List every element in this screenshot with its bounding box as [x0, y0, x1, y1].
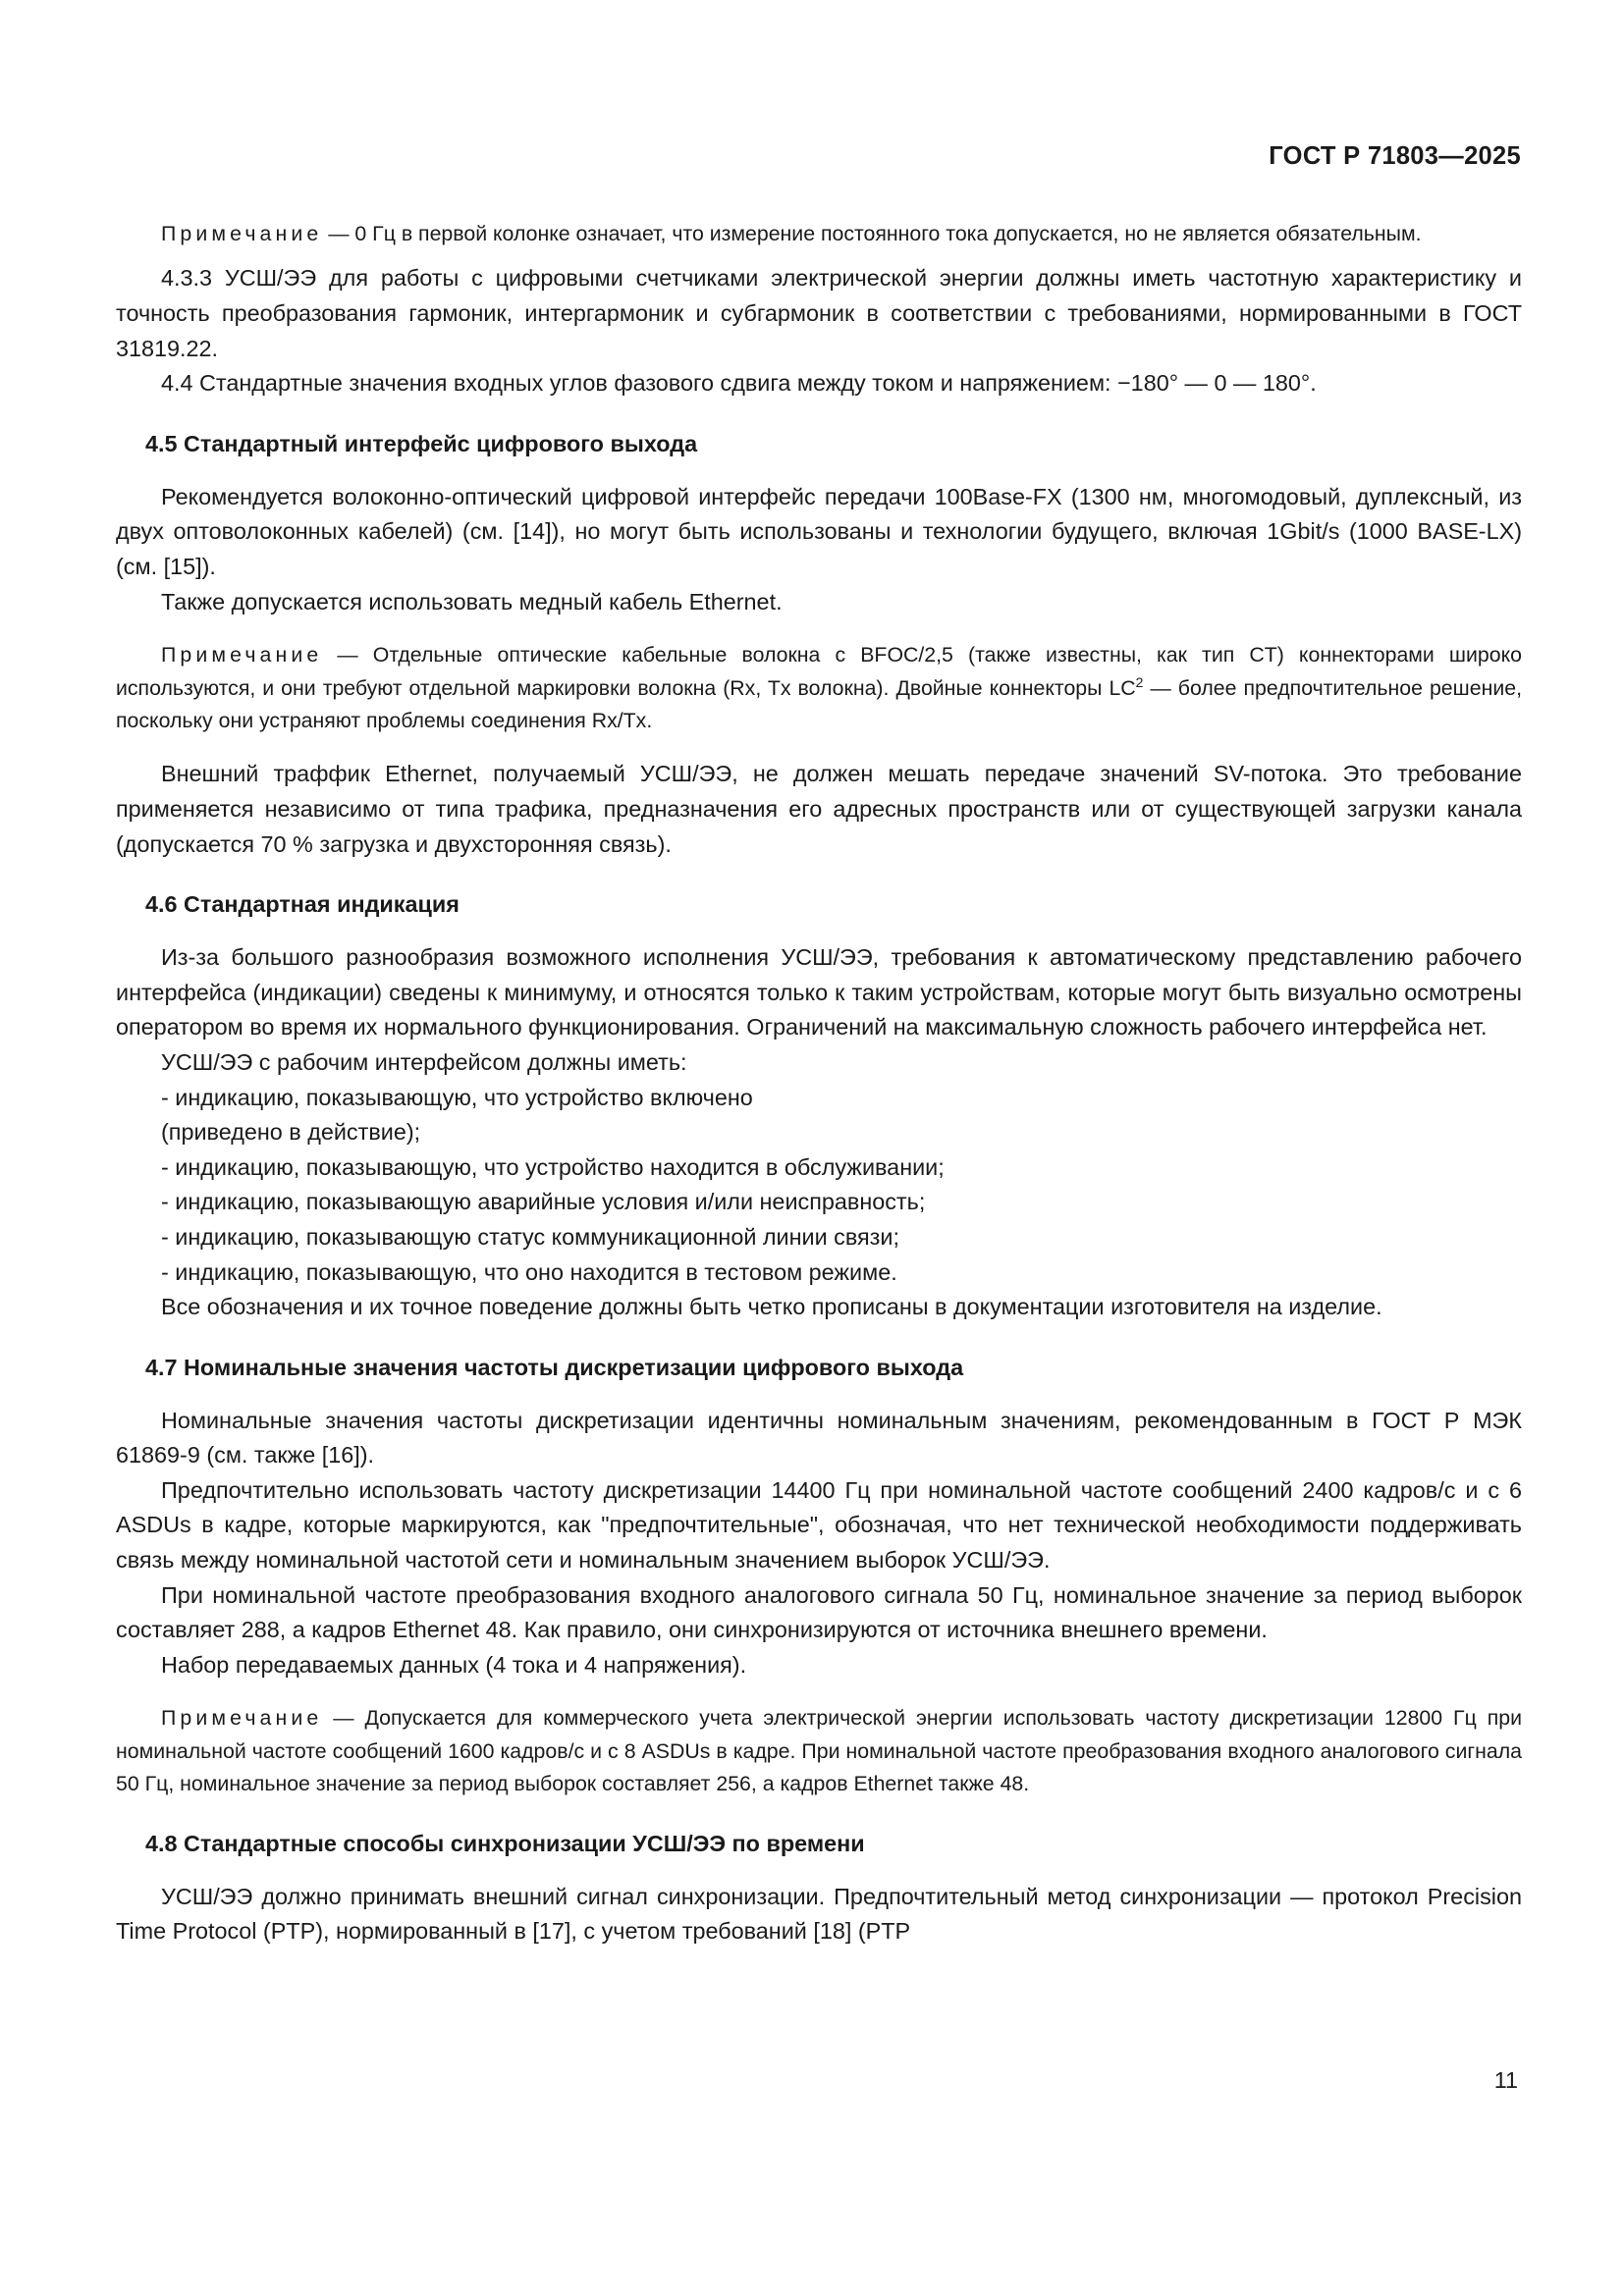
- heading-4-8: 4.8 Стандартные способы синхронизации УСШ/ЭЭ по времени: [145, 1830, 865, 1856]
- page-body: [116, 218, 1522, 1949]
- paragraph-4-6-3: Все обозначения и их точное поведение должны быть четко прописаны в документации изготовителя на изделие.: [161, 1294, 1382, 1320]
- page-number: 11: [1493, 2067, 1518, 2093]
- paragraph-4-3-3: 4.3.3 УСШ/ЭЭ для работы с цифровыми счетчиками электрической энергии должны иметь частотную характеристику и точность преобразования гармоник, интергармоник и субгармоник в соответствии с требованиями, нормированными в ГОСТ 31819.22.: [116, 265, 1522, 361]
- list-item: - индикацию, показывающую, что устройство включено: [161, 1084, 753, 1110]
- paragraph-4-7-3: При номинальной частоте преобразования входного аналогового сигнала 50 Гц, номинальное значение за период выборок составляет 288, а кадров Ethernet 48. Как правило, они синхронизируются от источника внешнего времени.: [116, 1581, 1522, 1643]
- heading-4-7: 4.7 Номинальные значения частоты дискретизации цифрового выхода: [145, 1354, 964, 1380]
- note-paragraph-3: [116, 1702, 1522, 1800]
- note-text-before-superscript: — Отдельные оптические кабельные волокна с BFOC/2,5 (также известны, как тип CT) коннекторами широко используются, и они требуют отдельной маркировки волокна (Rx, Tx волокна). Двойные коннекторы LC: [116, 643, 1522, 700]
- paragraph-4-6-1: Из-за большого разнообразия возможного исполнения УСШ/ЭЭ, требования к автоматическому представлению рабочего интерфейса (индикации) сведены к минимуму, и относятся только к таким устройствам, которые могут быть визуально осмотрены оператором во время их нормального функционирования. Ограничений на максимальную сложность рабочего интерфейса нет.: [116, 944, 1522, 1041]
- note-paragraph-1: [116, 218, 1522, 250]
- note-text-after-superscript: — более предпочтительное решение, поскольку они устраняют проблемы соединения Rx/Tx.: [116, 675, 1522, 732]
- note-label: Примечание: [161, 1706, 323, 1731]
- heading-4-5: 4.5 Стандартный интерфейс цифрового выхода: [145, 430, 698, 456]
- paragraph-4-7-4: Набор передаваемых данных (4 тока и 4 напряжения).: [161, 1651, 747, 1678]
- note-text: — 0 Гц в первой колонке означает, что измерение постоянного тока допускается, но не является обязательным.: [322, 222, 1422, 245]
- paragraph-4-6-2: УСШ/ЭЭ с рабочим интерфейсом должны иметь:: [161, 1048, 687, 1075]
- paragraph-4-5-2: Также допускается использовать медный кабель Ethernet.: [161, 588, 783, 614]
- note-paragraph-2: [116, 639, 1522, 737]
- list-item: - индикацию, показывающую, что оно находится в тестовом режиме.: [161, 1258, 897, 1285]
- note-label: Примечание: [161, 222, 323, 245]
- paragraph-4-4: 4.4 Стандартные значения входных углов фазового сдвига между током и напряжением: −180° — 0 — 180°.: [161, 370, 1317, 397]
- page-header-standard-number: ГОСТ Р 71803—2025: [1269, 142, 1521, 170]
- paragraph-4-7-1: Номинальные значения частоты дискретизации идентичны номинальным значениям, рекомендованным в ГОСТ Р МЭК 61869-9 (см. также [16]).: [116, 1407, 1522, 1468]
- list-item: - индикацию, показывающую, что устройство находится в обслуживании;: [161, 1153, 945, 1180]
- paragraph-4-5-3: Внешний траффик Ethernet, получаемый УСШ/ЭЭ, не должен мешать передаче значений SV-потока. Это требование применяется независимо от типа трафика, предназначения его адресных пространств или от существующей загрузки канала (допускается 70 % загрузка и двухсторонняя связь).: [116, 761, 1522, 857]
- paragraph-4-5-1: Рекомендуется волоконно-оптический цифровой интерфейс передачи 100Base-FX (1300 нм, многомодовый, дуплексный, из двух оптоволоконных кабелей) (см. [14]), но могут быть использованы и технологии будущего, включая 1Gbit/s (1000 BASE-LX) (см. [15]).: [116, 483, 1522, 579]
- note-text: — Допускается для коммерческого учета электрической энергии использовать частоту дискретизации 12800 Гц при номинальной частоте сообщений 1600 кадров/с и с 8 ASDUs в кадре. При номинальной частоте преобразования входного аналогового сигнала 50 Гц, номинальное значение за период выборок составляет 256, а кадров Ethernet также 48.: [116, 1706, 1522, 1796]
- paragraph-4-7-2: Предпочтительно использовать частоту дискретизации 14400 Гц при номинальной частоте сообщений 2400 кадров/с и с 6 ASDUs в кадре, которые маркируются, как "предпочтительные", обозначая, что нет технической необходимости поддерживать связь между номинальной частотой сети и номинальным значением выборок УСШ/ЭЭ.: [116, 1476, 1522, 1574]
- heading-4-6: 4.6 Стандартная индикация: [145, 891, 460, 918]
- list-item: - индикацию, показывающую аварийные условия и/или неисправность;: [161, 1189, 926, 1215]
- note-label: Примечание: [161, 643, 323, 667]
- superscript-2: 2: [1135, 673, 1144, 690]
- list-item: (приведено в действие);: [161, 1119, 421, 1146]
- list-item: - индикацию, показывающую статус коммуникационной линии связи;: [161, 1223, 899, 1250]
- paragraph-4-8-1: УСШ/ЭЭ должно принимать внешний сигнал синхронизации. Предпочтительный метод синхронизации — протокол Precision Time Protocol (PTP), нормированный в [17], с учетом требований [18] (PTP: [116, 1883, 1522, 1945]
